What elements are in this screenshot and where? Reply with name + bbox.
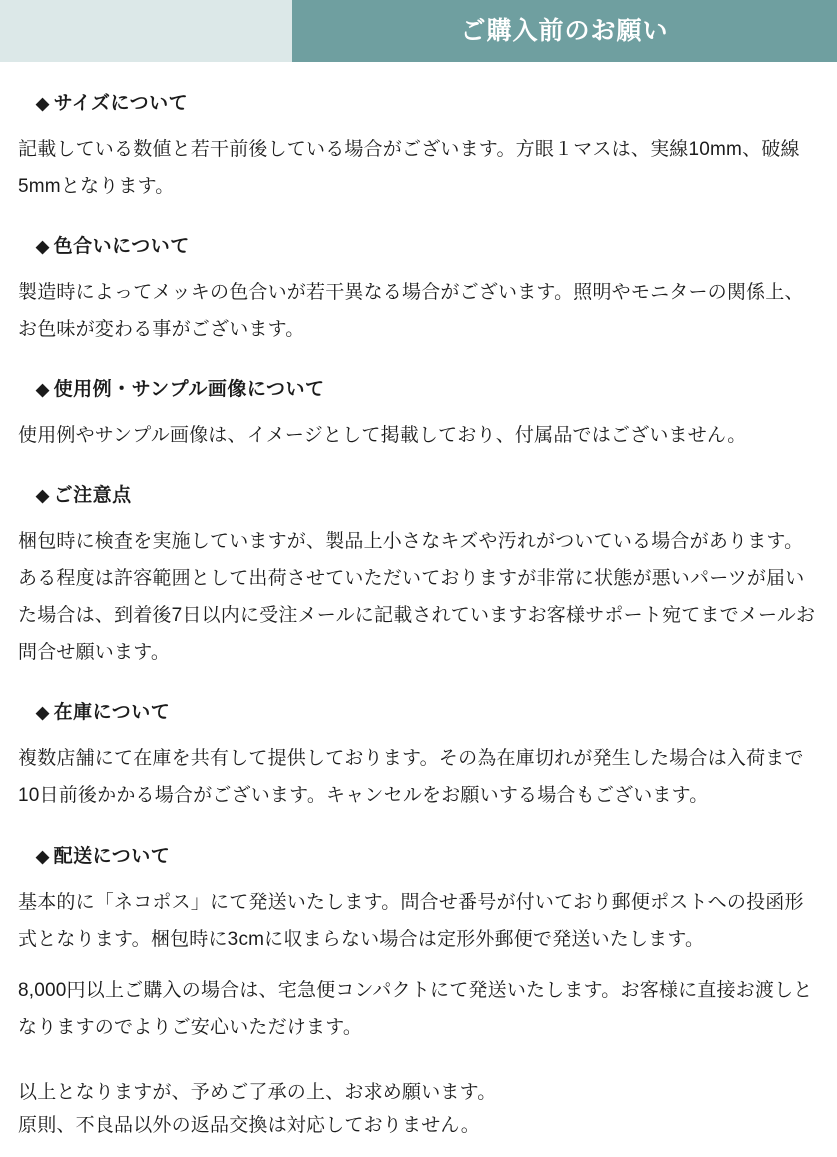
diamond-bullet-icon: ◆	[36, 94, 50, 113]
diamond-bullet-icon: ◆	[36, 703, 50, 723]
header-band	[0, 0, 837, 62]
section-body-size: 記載している数値と若干前後している場合がございます。方眼１マスは、実線10mm、破線5mmとなります。	[18, 139, 800, 198]
section-body-shipping: 基本的に「ネコポス」にて発送いたします。問合せ番号が付いており郵便ポストへの投函形式となります。梱包時に3cmに収まらない場合は定形外郵便で発送いたします。	[18, 891, 804, 950]
page-title: ご購入前のお願い	[460, 17, 669, 45]
section-title-shipping	[36, 841, 817, 868]
closing-line-2: 原則、不良品以外の返品交換は対応しておりません。	[18, 1114, 480, 1136]
diamond-bullet-icon: ◆	[36, 237, 50, 257]
section-title-size	[36, 88, 817, 115]
section-body-sample-images: 使用例やサンプル画像は、イメージとして掲載しており、付属品ではございません。	[18, 425, 747, 447]
section-title-text: 在庫について	[53, 702, 171, 724]
section-title-text: サイズについて	[53, 93, 189, 114]
closing-line-1: 以上となりますが、予めご了承の上、お求め願います。	[18, 1081, 497, 1103]
section-title-text: ご注意点	[53, 485, 132, 507]
section-title-text: 配送について	[53, 845, 171, 867]
section-title-caution	[36, 480, 817, 507]
diamond-bullet-icon: ◆	[36, 846, 50, 866]
section-body-shipping-compact: 8,000円以上ご購入の場合は、宅急便コンパクトにて発送いたします。お客様に直接お渡しとなりますのでよりご安心いただけます。	[18, 979, 813, 1038]
section-title-stock	[36, 697, 817, 724]
header-inner	[0, 0, 837, 62]
section-title-text: 色合いについて	[53, 236, 190, 258]
diamond-bullet-icon: ◆	[36, 380, 50, 400]
section-body-stock: 複数店舗にて在庫を共有して提供しております。その為在庫切れが発生した場合は入荷まで10日前後かかる場合がございます。キャンセルをお願いする場合もございます。	[18, 748, 804, 807]
section-title-text: 使用例・サンプル画像について	[53, 379, 325, 401]
content-area	[0, 88, 837, 1142]
diamond-bullet-icon: ◆	[36, 486, 50, 506]
closing-note	[18, 1076, 817, 1143]
section-body-color: 製造時によってメッキの色合いが若干異なる場合がございます。照明やモニターの関係上、お色味が変わる事がございます。	[18, 282, 804, 341]
section-title-sample-images	[36, 374, 817, 401]
section-title-color	[36, 231, 817, 258]
section-body-caution: 梱包時に検査を実施していますが、製品上小さなキズや汚れがついている場合があります。ある程度は許容範囲として出荷させていただいておりますが非常に状態が悪いパーツが届いた場合は、到着後7日以内に受注メールに記載されていますお客様サポート宛てまでメールお問合せ願います。	[18, 531, 816, 664]
